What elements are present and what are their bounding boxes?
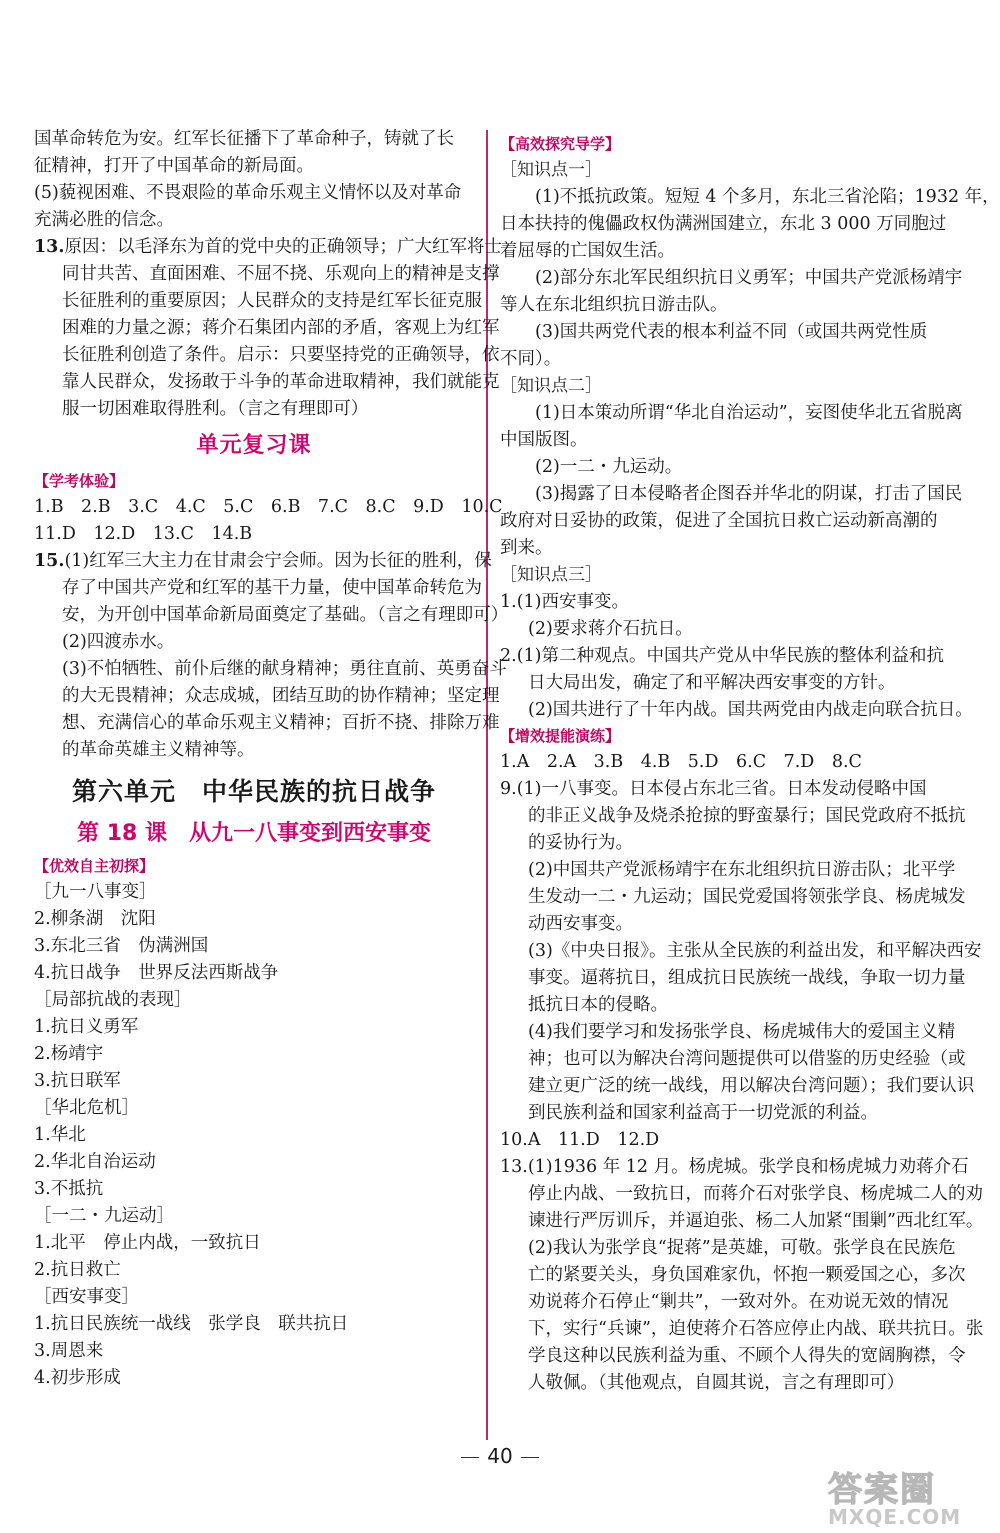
- text-line: (3)揭露了日本侵略者企图吞并华北的阴谋，打击了国民: [535, 484, 963, 504]
- list-item: 3.周恩来: [34, 1341, 104, 1361]
- section-tag: 【优效自主初探】: [34, 857, 155, 875]
- text-line: 的妥协行为。: [528, 833, 633, 853]
- unit-title: 第六单元 中华民族的抗日战争: [71, 777, 436, 806]
- text-line: 征精神，打开了中国革命的新局面。: [34, 156, 314, 176]
- text-line: (2)四渡赤水。: [62, 632, 175, 652]
- text-line: 原因：以毛泽东为首的党中央的正确领导；广大红军将士: [64, 237, 502, 257]
- text-line: 充满必胜的信念。: [34, 210, 174, 230]
- text-line: 靠人民群众，发扬敢于斗争的革命进取精神，我们就能克: [62, 372, 500, 392]
- text-line: 的革命英雄主义精神等。: [62, 740, 255, 760]
- text-line: 下，实行“兵谏”，迫使蒋介石答应停止内战、联共抗日。张: [528, 1319, 984, 1339]
- answer-row: 1.B 2.B 3.C 4.C 5.C 6.B 7.C 8.C 9.D 10.C: [34, 497, 503, 517]
- text-line: 事变。逼蒋抗日，组成抗日民族统一战线，争取一切力量: [528, 968, 966, 988]
- list-item: 4.抗日战争 世界反法西斯战争: [34, 963, 279, 983]
- text-line: (3)《中央日报》。主张从全民族的利益出发，和平解决西安: [528, 941, 982, 961]
- section-tag: 【高效探究导学】: [500, 135, 621, 153]
- text-line: (4)我们要学习和发扬张学良、杨虎城伟大的爱国主义精: [528, 1022, 956, 1042]
- answer-row: 11.D 12.D 13.C 14.B: [34, 524, 253, 544]
- text-line: (3)不怕牺牲、前仆后继的献身精神；勇往直前、英勇奋斗: [62, 659, 507, 679]
- text-line: 到民族利益和国家利益高于一切党派的利益。: [528, 1103, 878, 1123]
- text-line: 动西安事变。: [528, 914, 633, 934]
- text-line: (2)要求蒋介石抗日。: [528, 619, 693, 639]
- text-line: 同甘共苦、直面困难、不屈不挠、乐观向上的精神是支撑: [62, 264, 500, 284]
- text-line: 抵抗日本的侵略。: [528, 995, 668, 1015]
- question-number: 15.: [34, 551, 65, 571]
- dash-right: [521, 1457, 539, 1458]
- question-15: [34, 548, 492, 575]
- text-line: 到来。: [500, 538, 553, 558]
- list-item: 2.抗日救亡: [34, 1260, 121, 1280]
- text-line: 劝说蒋介石停止“剿共”，一致对外。在劝说无效的情况: [528, 1292, 949, 1312]
- text-line: 13.(1)1936 年 12 月。杨虎城。张学良和杨虎城力劝蒋介石: [500, 1157, 969, 1177]
- text-line: 1.(1)西安事变。: [500, 592, 629, 612]
- text-line: 国革命转危为安。红军长征播下了革命种子，铸就了长: [34, 129, 454, 149]
- list-item: ［一二・九运动］: [34, 1206, 174, 1226]
- text-line: 想、充满信心的革命乐观主义精神；百折不挠、排除万难: [62, 713, 500, 733]
- right-column: [500, 132, 1000, 1397]
- text-line: 等人在东北组织抗日游击队。: [500, 295, 728, 315]
- dash-left: [461, 1457, 479, 1458]
- knowledge-point-label: ［知识点三］: [500, 565, 602, 585]
- list-item: ［华北危机］: [34, 1098, 139, 1118]
- text-line: 日本扶持的傀儡政权伪满洲国建立，东北 3 000 万同胞过: [500, 214, 947, 234]
- knowledge-point-label: ［知识点二］: [500, 376, 602, 396]
- text-line: 神；也可以为解决台湾问题提供可以借鉴的历史经验（或: [528, 1049, 966, 1069]
- list-item: ［局部抗战的表现］: [34, 990, 192, 1010]
- text-line: 谏进行严厉训斥，并逼迫张、杨二人加紧“围剿”西北红军。: [528, 1211, 984, 1231]
- text-line: (2)部分东北军民组织抗日义勇军；中国共产党派杨靖宇: [535, 268, 963, 288]
- question-13: [34, 234, 502, 261]
- list-item: 3.抗日联军: [34, 1071, 121, 1091]
- text-line: 学良这种以民族利益为重、不顾个人得失的宽阔胸襟，令: [528, 1346, 966, 1366]
- text-line: 的大无畏精神；众志成城，团结互助的协作精神；坚定理: [62, 686, 500, 706]
- text-line: (1)日本策动所谓“华北自治运动”，妄图使华北五省脱离: [535, 403, 963, 423]
- knowledge-point-label: ［知识点一］: [500, 160, 602, 180]
- list-item: 1.华北: [34, 1125, 86, 1145]
- text-line: 亡的紧要关头，身负国难家仇，怀抱一颗爱国之心，多次: [528, 1265, 966, 1285]
- list-item: ［九一八事变］: [34, 882, 157, 902]
- text-line: (1)不抵抗政策。短短 4 个多月，东北三省沦陷；1932 年，: [535, 187, 1000, 207]
- text-line: (1)红军三大主力在甘肃会宁会师。因为长征的胜利，保: [64, 551, 492, 571]
- list-item: 2.华北自治运动: [34, 1152, 156, 1172]
- section-tag: 【增效提能演练】: [500, 727, 621, 745]
- answer-row: 10.A 11.D 12.D: [500, 1130, 660, 1150]
- text-line: 长征胜利创造了条件。启示：只要坚持党的正确领导，依: [62, 345, 500, 365]
- section-tag: 【学考体验】: [34, 472, 125, 490]
- list-item: 2.柳条湖 沈阳: [34, 909, 156, 929]
- section-title: 单元复习课: [196, 433, 312, 458]
- text-line: 建立更广泛的统一战线，用以解决台湾问题）；我们要认识: [528, 1076, 975, 1096]
- text-line: 困难的力量之源；蒋介石集团内部的矛盾，客观上为红军: [62, 318, 500, 338]
- text-line: 的非正义战争及烧杀抢掠的野蛮暴行；国民党政府不抵抗: [528, 806, 966, 826]
- text-line: 生发动一二・九运动；国民党爱国将领张学良、杨虎城发: [528, 887, 966, 907]
- text-line: 着屈辱的亡国奴生活。: [500, 241, 675, 261]
- text-line: (2)国共进行了十年内战。国共两党由内战走向联合抗日。: [528, 700, 973, 720]
- watermark-site-text: MXQE.COM: [828, 1505, 962, 1529]
- text-line: (2)中国共产党派杨靖宇在东北组织抗日游击队；北平学: [528, 860, 956, 880]
- text-line: 不同）。: [500, 349, 562, 369]
- list-item: 1.抗日民族统一战线 张学良 联共抗日: [34, 1314, 349, 1334]
- left-column: [34, 126, 509, 1392]
- list-item: 1.北平 停止内战，一致抗日: [34, 1233, 261, 1253]
- list-item: ［西安事变］: [34, 1287, 139, 1307]
- text-line: 服一切困难取得胜利。（言之有理即可）: [62, 399, 369, 419]
- list-item: 2.杨靖宇: [34, 1044, 104, 1064]
- text-line: 政府对日妥协的政策，促进了全国抗日救亡运动新高潮的: [500, 511, 938, 531]
- text-line: 日大局出发，确定了和平解决西安事变的方针。: [528, 673, 896, 693]
- text-line: 人敬佩。（其他观点，自圆其说，言之有理即可）: [528, 1373, 905, 1393]
- lesson-title: 第 18 课 从九一八事变到西安事变: [77, 821, 431, 846]
- page-number: [440, 1444, 560, 1468]
- text-line: 2.(1)第二种观点。中国共产党从中华民族的整体利益和抗: [500, 646, 944, 666]
- text-line: 存了中国共产党和红军的基干力量，使中国革命转危为: [62, 578, 482, 598]
- text-line: (2)我认为张学良“捉蒋”是英雄，可敬。张学良在民族危: [528, 1238, 956, 1258]
- list-item: 1.抗日义勇军: [34, 1017, 139, 1037]
- text-line: 安，为开创中国革命新局面奠定了基础。（言之有理即可）: [62, 605, 509, 625]
- list-item: 3.东北三省 伪满洲国: [34, 936, 209, 956]
- text-line: (2)一二・九运动。: [535, 457, 683, 477]
- text-line: 停止内战、一致抗日，而蒋介石对张学良、杨虎城二人的劝: [528, 1184, 983, 1204]
- answer-row: 1.A 2.A 3.B 4.B 5.D 6.C 7.D 8.C: [500, 752, 862, 772]
- question-number: 13.: [34, 237, 65, 257]
- text-line: 长征胜利的重要原因；人民群众的支持是红军长征克服: [62, 291, 482, 311]
- page-number-text: 40: [487, 1444, 513, 1468]
- text-line: (3)国共两党代表的根本利益不同（或国共两党性质: [535, 322, 928, 342]
- watermark-logo-text: 答案圈: [828, 1470, 936, 1510]
- watermark-logo: [828, 1462, 978, 1529]
- text-line: 9.(1)一八事变。日本侵占东北三省。日本发动侵略中国: [500, 779, 927, 799]
- text-line: 中国版图。: [500, 430, 588, 450]
- list-item: 3.不抵抗: [34, 1179, 104, 1199]
- list-item: 4.初步形成: [34, 1368, 121, 1388]
- text-line: (5)藐视困难、不畏艰险的革命乐观主义情怀以及对革命: [34, 183, 462, 203]
